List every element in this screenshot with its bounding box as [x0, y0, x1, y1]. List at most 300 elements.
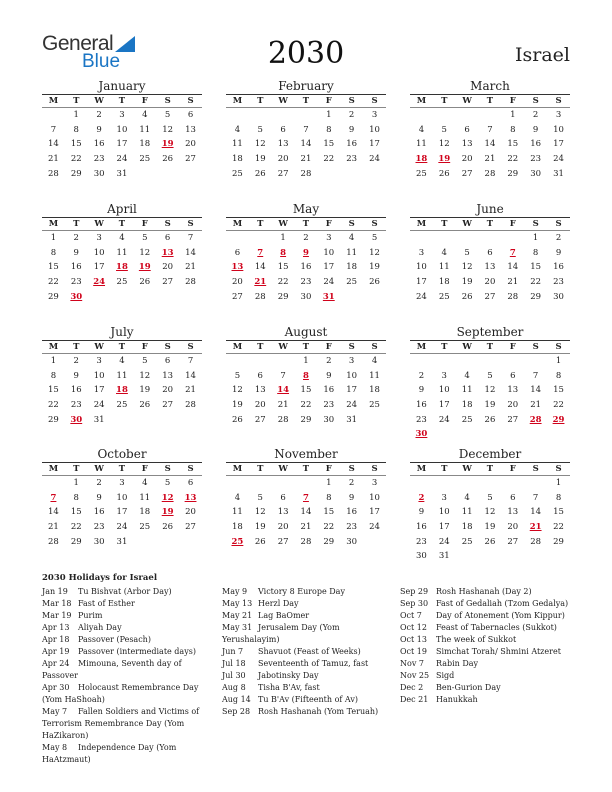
weekday-header: T [433, 218, 456, 231]
day-cell: 2 [96, 478, 102, 489]
day-cell: 7 [532, 492, 539, 503]
day-cell: 22 [323, 154, 335, 165]
weekday-header: T [111, 341, 134, 354]
day-cell: 29 [553, 536, 564, 547]
day-cell: 26 [254, 536, 266, 547]
empty-cell [433, 476, 456, 491]
day-cell: 4 [464, 492, 470, 503]
day-cell: 12 [254, 507, 266, 518]
day-cell: 30 [346, 536, 358, 547]
day-cell: 20 [461, 154, 473, 165]
weekday-header: S [156, 341, 179, 354]
day-cell: 24 [346, 400, 358, 411]
day-cell: 19 [139, 385, 151, 396]
weekday-header: T [65, 218, 88, 231]
day-cell: 27 [507, 414, 519, 425]
day-cell: 16 [93, 139, 105, 150]
day-cell: 18 [232, 154, 243, 165]
holiday-date: Jan 19 [42, 587, 68, 596]
day-cell: 5 [487, 370, 493, 381]
empty-cell [156, 534, 179, 549]
day-cell: 24 [116, 522, 128, 533]
day-cell: 8 [555, 370, 562, 381]
day-cell: 22 [70, 522, 82, 533]
day-cell: 5 [142, 233, 148, 244]
day-cell: 5 [371, 233, 378, 244]
month-august [226, 325, 386, 427]
day-cell: 12 [484, 385, 496, 396]
day-cell: 17 [438, 400, 450, 411]
holiday-name: Rosh Hashanah (Day 2) [436, 587, 532, 596]
day-cell: 12 [139, 247, 151, 258]
day-cell: 6 [257, 370, 263, 381]
day-cell: 13 [507, 385, 519, 396]
day-cell: 10 [438, 385, 450, 396]
day-cell: 26 [254, 168, 266, 179]
day-cell: 29 [48, 291, 59, 302]
weekday-header: S [340, 463, 363, 476]
day-cell: 5 [164, 110, 171, 121]
day-cell: 30 [323, 414, 335, 425]
empty-cell [410, 108, 433, 123]
day-cell: 20 [507, 400, 519, 411]
holiday-day-cell: 7 [509, 247, 516, 258]
holiday-entry [42, 646, 212, 658]
empty-cell [295, 108, 318, 123]
empty-cell [479, 354, 502, 369]
day-cell: 14 [530, 385, 542, 396]
day-cell: 25 [438, 291, 450, 302]
holidays-title: 2030 Holidays for Israel [42, 573, 158, 583]
holiday-day-cell: 13 [231, 262, 244, 273]
empty-cell [226, 231, 249, 246]
month-name: September [456, 325, 524, 339]
day-cell: 14 [530, 507, 542, 518]
day-cell: 24 [438, 536, 450, 547]
day-cell: 17 [438, 522, 450, 533]
holiday-name: Aliyah Day [78, 623, 122, 632]
holiday-entry [42, 658, 212, 670]
empty-cell [433, 354, 456, 369]
day-cell: 18 [232, 522, 243, 533]
day-cell: 14 [300, 139, 312, 150]
holiday-day-cell: 13 [184, 492, 197, 503]
weekday-header: M [410, 341, 433, 354]
empty-cell [363, 166, 386, 181]
day-cell: 28 [300, 536, 312, 547]
day-cell: 5 [487, 492, 493, 503]
day-cell: 1 [73, 478, 79, 489]
holiday-date: Sep 30 [400, 599, 429, 608]
empty-cell [226, 354, 249, 369]
month-name: August [284, 325, 328, 339]
holiday-name: Jabotinsky Day [258, 671, 319, 680]
holidays-column [400, 586, 575, 706]
day-cell: 25 [116, 277, 128, 288]
day-cell: 14 [484, 139, 496, 150]
day-cell: 25 [416, 168, 427, 179]
day-cell: 31 [116, 536, 128, 547]
day-cell: 20 [507, 522, 519, 533]
day-cell: 20 [277, 522, 289, 533]
weekday-header: S [363, 341, 386, 354]
weekday-header: S [340, 218, 363, 231]
day-cell: 17 [93, 385, 105, 396]
weekday-header: S [524, 463, 547, 476]
holiday-entry [400, 622, 575, 634]
day-cell: 4 [142, 110, 148, 121]
weekday-header: S [179, 95, 202, 108]
holiday-entry [400, 598, 575, 610]
day-cell: 7 [50, 124, 57, 135]
day-cell: 24 [369, 154, 380, 165]
holiday-name: The week of Sukkot [436, 635, 517, 644]
day-cell: 11 [461, 507, 473, 518]
holiday-date: Mar 18 [42, 599, 72, 608]
month-name: December [458, 447, 522, 461]
weekday-header: T [111, 463, 134, 476]
weekday-header: W [272, 341, 295, 354]
day-cell: 14 [300, 507, 312, 518]
holiday-date: Sep 29 [400, 587, 429, 596]
day-cell: 17 [416, 277, 427, 288]
empty-cell [410, 354, 433, 369]
day-cell: 25 [232, 168, 243, 179]
day-cell: 4 [142, 478, 148, 489]
calendar-country: Israel [515, 44, 570, 66]
day-cell: 27 [507, 536, 519, 547]
weekday-header: S [547, 463, 570, 476]
day-cell: 10 [553, 124, 564, 135]
day-cell: 30 [93, 536, 105, 547]
holiday-entry [222, 646, 392, 658]
empty-cell [524, 427, 547, 442]
day-cell: 16 [416, 522, 427, 533]
day-cell: 26 [139, 277, 151, 288]
day-cell: 21 [530, 400, 542, 411]
day-cell: 28 [254, 291, 266, 302]
weekday-header: M [410, 218, 433, 231]
day-cell: 28 [507, 291, 519, 302]
weekday-header: W [88, 341, 111, 354]
holiday-entry [42, 634, 212, 646]
holiday-date: Mar 19 [42, 611, 72, 620]
day-cell: 12 [254, 139, 266, 150]
holiday-name: Jerusalem Day (Yom [258, 623, 340, 632]
day-cell: 3 [96, 356, 102, 367]
holiday-day-cell: 9 [302, 247, 309, 258]
day-cell: 6 [464, 124, 470, 135]
empty-cell [456, 476, 479, 491]
day-cell: 11 [116, 247, 128, 258]
day-cell: 8 [555, 492, 562, 503]
weekday-header: F [501, 463, 524, 476]
day-cell: 22 [48, 277, 59, 288]
weekday-header: F [501, 341, 524, 354]
day-cell: 11 [232, 507, 243, 518]
day-cell: 12 [232, 385, 243, 396]
holiday-day-cell: 19 [138, 262, 151, 273]
empty-cell [226, 476, 249, 491]
day-cell: 1 [555, 478, 562, 489]
day-cell: 30 [530, 168, 542, 179]
day-cell: 20 [484, 277, 496, 288]
empty-cell [456, 231, 479, 246]
weekday-header: S [156, 218, 179, 231]
day-cell: 7 [187, 233, 194, 244]
day-cell: 21 [185, 262, 196, 273]
holiday-entry [400, 634, 575, 646]
day-cell: 30 [300, 291, 312, 302]
day-cell: 6 [187, 110, 194, 121]
weekday-header: F [317, 341, 340, 354]
month-name: April [107, 202, 137, 216]
empty-cell [249, 108, 272, 123]
day-cell: 30 [416, 551, 427, 562]
day-cell: 8 [326, 124, 332, 135]
holiday-name: Lag BaOmer [258, 611, 310, 620]
holidays-column [222, 586, 392, 718]
day-cell: 5 [464, 247, 470, 258]
day-cell: 8 [50, 247, 57, 258]
day-cell: 26 [139, 400, 151, 411]
day-cell: 9 [555, 247, 562, 258]
day-cell: 15 [70, 507, 82, 518]
day-cell: 5 [142, 356, 148, 367]
day-cell: 22 [277, 277, 289, 288]
day-cell: 2 [73, 356, 79, 367]
holiday-entry [400, 610, 575, 622]
day-cell: 18 [139, 507, 151, 518]
weekday-header: T [479, 463, 502, 476]
day-cell: 11 [346, 247, 358, 258]
day-cell: 13 [461, 139, 473, 150]
day-cell: 17 [369, 507, 380, 518]
day-cell: 27 [461, 168, 473, 179]
day-cell: 27 [232, 291, 243, 302]
holiday-name: Mimouna, Seventh day of [78, 659, 182, 668]
day-cell: 29 [70, 168, 82, 179]
day-cell: 22 [323, 522, 335, 533]
weekday-header: T [295, 218, 318, 231]
holiday-name: Fallen Soldiers and Victims of [78, 707, 200, 716]
day-cell: 3 [348, 356, 355, 367]
day-cell: 19 [232, 400, 243, 411]
day-cell: 26 [162, 154, 174, 165]
weekday-header: S [524, 95, 547, 108]
day-cell: 6 [510, 492, 516, 503]
empty-cell [501, 549, 524, 564]
holiday-name: Holocaust Remembrance Day [78, 683, 199, 692]
empty-cell [179, 534, 202, 549]
weekday-header: S [340, 95, 363, 108]
day-cell: 4 [464, 370, 470, 381]
empty-cell [42, 476, 65, 491]
holiday-day-cell: 21 [254, 277, 267, 288]
empty-cell [433, 108, 456, 123]
holiday-name: Herzl Day [258, 599, 299, 608]
month-name: October [97, 447, 147, 461]
day-cell: 12 [438, 139, 450, 150]
day-cell: 22 [553, 400, 564, 411]
day-cell: 7 [280, 370, 286, 381]
day-cell: 9 [96, 124, 102, 135]
holiday-entry [222, 706, 392, 718]
day-cell: 11 [139, 124, 151, 135]
day-cell: 9 [73, 247, 79, 258]
day-cell: 18 [346, 262, 358, 273]
holiday-name: Independence Day (Yom [78, 743, 177, 752]
day-cell: 23 [416, 414, 427, 425]
day-cell: 4 [418, 124, 425, 135]
day-cell: 20 [277, 154, 289, 165]
weekday-header: M [226, 463, 249, 476]
holiday-name: Sigd [436, 671, 455, 680]
day-cell: 22 [530, 277, 542, 288]
day-cell: 23 [530, 154, 542, 165]
empty-cell [501, 231, 524, 246]
day-cell: 13 [507, 507, 519, 518]
holiday-date: Nov 25 [400, 671, 430, 680]
day-cell: 28 [48, 168, 59, 179]
holiday-day-cell: 13 [161, 247, 174, 258]
day-cell: 9 [532, 124, 539, 135]
day-cell: 11 [139, 492, 151, 503]
day-cell: 15 [48, 262, 59, 273]
day-cell: 10 [416, 262, 427, 273]
day-cell: 29 [70, 536, 82, 547]
empty-cell [456, 108, 479, 123]
holiday-date: May 8 [42, 743, 68, 752]
day-cell: 31 [116, 168, 128, 179]
weekday-header: W [272, 463, 295, 476]
day-cell: 1 [326, 478, 332, 489]
day-cell: 14 [185, 247, 196, 258]
holiday-date: Dec 2 [400, 683, 424, 692]
weekday-header: T [433, 95, 456, 108]
day-cell: 17 [346, 385, 358, 396]
day-cell: 29 [48, 414, 59, 425]
day-cell: 15 [48, 385, 59, 396]
day-cell: 12 [369, 247, 380, 258]
month-name: June [476, 202, 504, 216]
weekday-header: T [479, 218, 502, 231]
empty-cell [410, 231, 433, 246]
holiday-name-continued: HaAtzmaut) [42, 755, 91, 764]
day-cell: 8 [73, 492, 79, 503]
day-cell: 18 [461, 400, 473, 411]
day-cell: 3 [441, 492, 447, 503]
month-july [42, 325, 202, 427]
weekday-header: F [501, 95, 524, 108]
day-cell: 11 [416, 139, 427, 150]
day-cell: 28 [277, 414, 289, 425]
holiday-entry [400, 646, 575, 658]
day-cell: 23 [416, 536, 427, 547]
weekday-header: S [547, 218, 570, 231]
holiday-name: Tisha B'Av, fast [258, 683, 320, 692]
holiday-entry [400, 670, 575, 682]
day-cell: 10 [369, 492, 380, 503]
day-cell: 15 [553, 385, 564, 396]
empty-cell [249, 231, 272, 246]
holiday-entry [222, 598, 392, 610]
holiday-day-cell: 30 [70, 291, 83, 302]
month-september [410, 325, 570, 442]
day-cell: 18 [461, 522, 473, 533]
day-cell: 22 [70, 154, 82, 165]
day-cell: 8 [50, 370, 57, 381]
day-cell: 14 [254, 262, 266, 273]
weekday-header: F [317, 95, 340, 108]
day-cell: 4 [234, 492, 241, 503]
holiday-entry [42, 742, 212, 754]
empty-cell [547, 549, 570, 564]
empty-cell [479, 476, 502, 491]
empty-cell [179, 289, 202, 304]
holiday-name: Fast of Esther [78, 599, 135, 608]
weekday-header: F [133, 95, 156, 108]
holiday-day-cell: 24 [93, 277, 106, 288]
day-cell: 23 [70, 277, 82, 288]
month-february [226, 79, 386, 181]
holiday-day-cell: 7 [302, 492, 309, 503]
empty-cell [133, 289, 156, 304]
holiday-name: Rosh Hashanah (Yom Teruah) [258, 707, 379, 716]
weekday-header: S [547, 95, 570, 108]
weekday-header: F [133, 218, 156, 231]
weekday-header: T [433, 463, 456, 476]
day-cell: 15 [277, 262, 289, 273]
day-cell: 23 [93, 154, 105, 165]
weekday-header: S [340, 341, 363, 354]
holiday-day-cell: 21 [529, 522, 542, 533]
holiday-day-cell: 19 [161, 507, 174, 518]
day-cell: 16 [416, 400, 427, 411]
empty-cell [501, 427, 524, 442]
month-name: February [278, 79, 334, 93]
day-cell: 28 [530, 536, 542, 547]
holiday-date: May 21 [222, 611, 253, 620]
holiday-entry [42, 706, 212, 718]
weekday-header: F [501, 218, 524, 231]
day-cell: 24 [323, 277, 335, 288]
day-cell: 1 [50, 233, 57, 244]
holiday-entry [42, 622, 212, 634]
empty-cell [456, 549, 479, 564]
day-cell: 16 [530, 139, 542, 150]
day-cell: 2 [73, 233, 79, 244]
day-cell: 10 [369, 124, 380, 135]
day-cell: 21 [484, 154, 496, 165]
weekday-header: T [65, 463, 88, 476]
day-cell: 25 [369, 400, 380, 411]
day-cell: 27 [254, 414, 266, 425]
holiday-date: Sep 28 [222, 707, 251, 716]
empty-cell [295, 476, 318, 491]
day-cell: 6 [164, 356, 171, 367]
day-cell: 31 [93, 414, 105, 425]
day-cell: 25 [116, 400, 128, 411]
weekday-header: W [272, 218, 295, 231]
holiday-day-cell: 29 [552, 414, 565, 425]
holiday-entry [400, 586, 575, 598]
logo-text-blue: Blue [82, 51, 121, 72]
day-cell: 21 [185, 385, 196, 396]
day-cell: 27 [162, 400, 174, 411]
day-cell: 18 [139, 139, 151, 150]
holiday-day-cell: 18 [116, 262, 128, 273]
